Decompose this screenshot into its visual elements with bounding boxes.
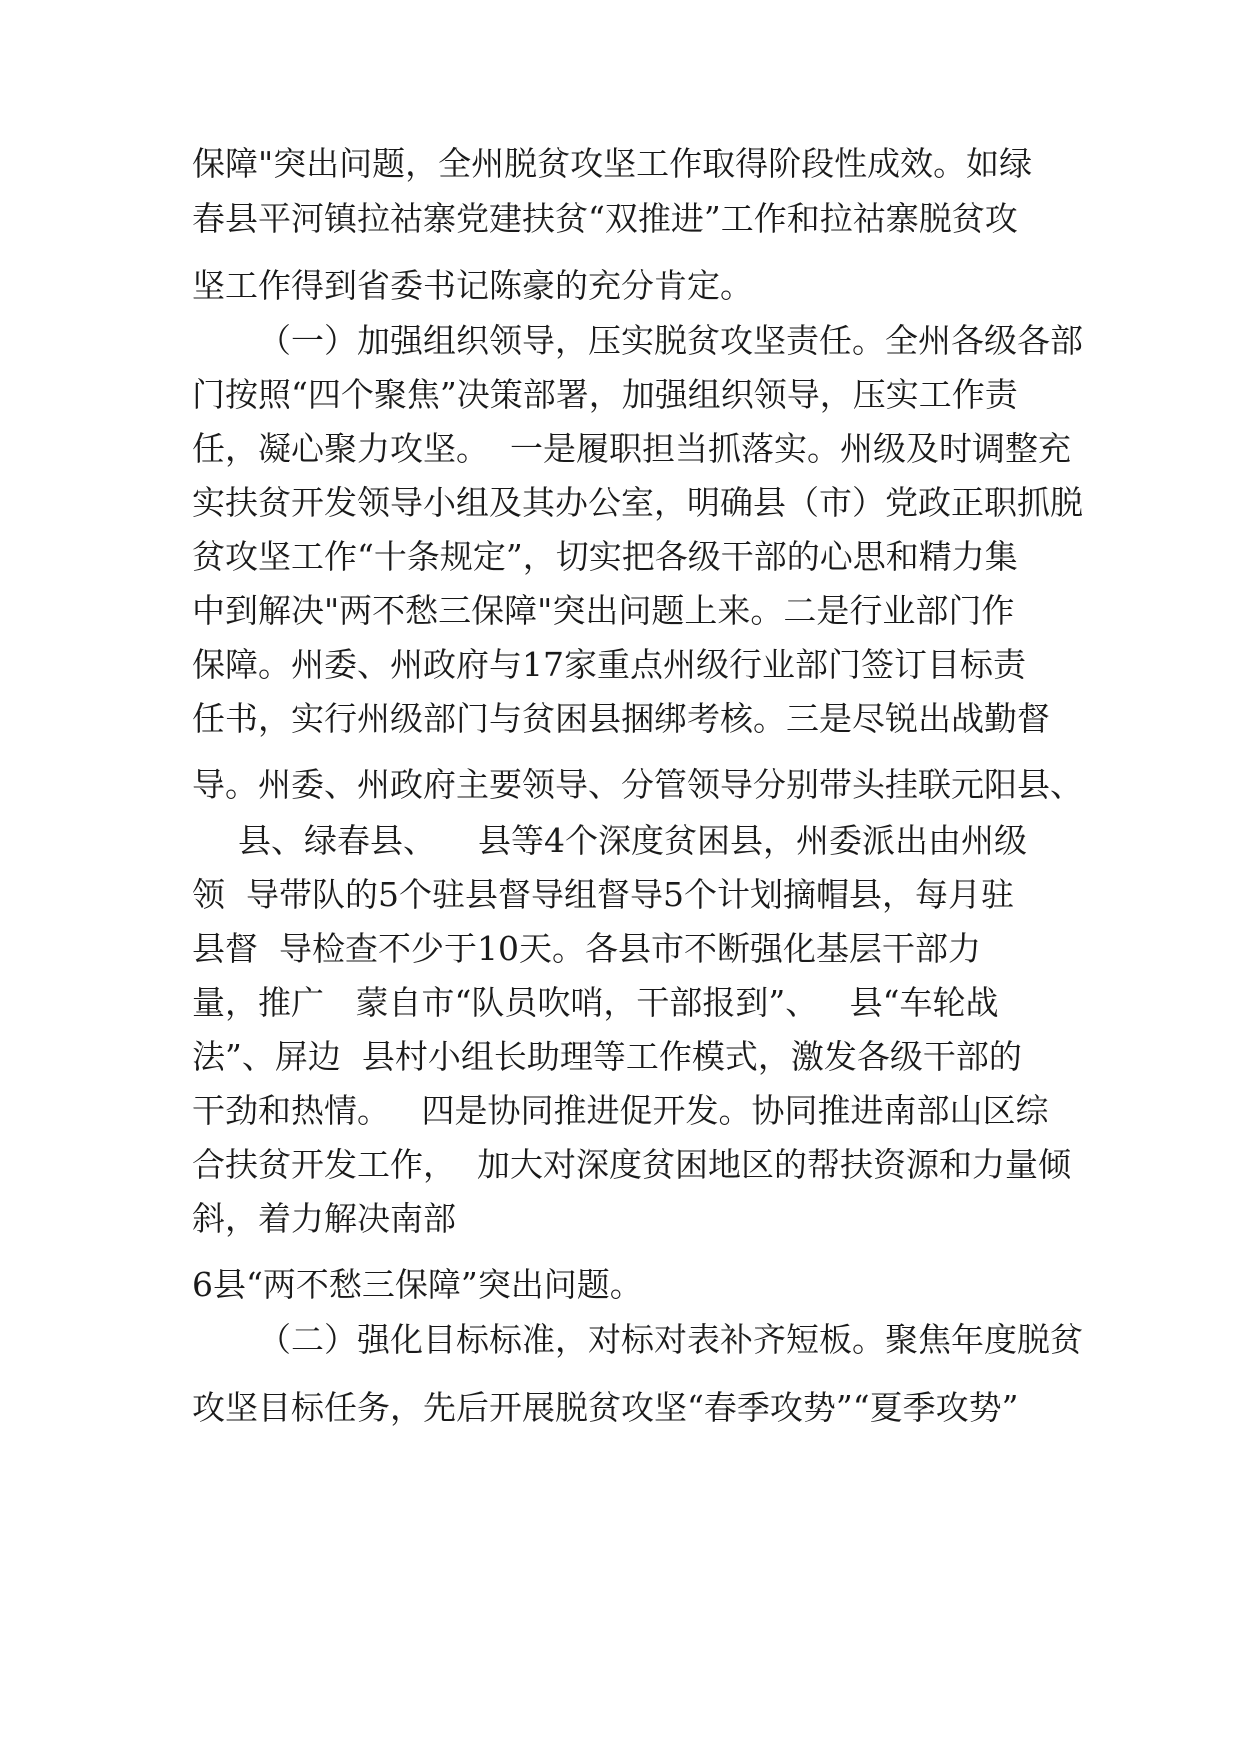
text-line: 导。州委、州政府主要领导、分管领导分别带头挂联元阳县、 bbox=[192, 765, 1083, 804]
text-line: 保障。州委、州政府与17家重点州级行业部门签订目标责 bbox=[192, 645, 1026, 684]
text-line: 县督 导检查不少于10天。各县市不断强化基层干部力 bbox=[192, 929, 981, 968]
text-line: 法”、屏边 县村小组长助理等工作模式，激发各级干部的 bbox=[192, 1037, 1022, 1076]
text-line: 任，凝心聚力攻坚。 一是履职担当抓落实。州级及时调整充 bbox=[192, 429, 1071, 468]
text-line: 保障"突出问题，全州脱贫攻坚工作取得阶段性成效。如绿 bbox=[192, 144, 1033, 183]
text-line: 攻坚目标任务，先后开展脱贫攻坚“春季攻势”“夏季攻势” bbox=[192, 1388, 1019, 1427]
text-line: 6县“两不愁三保障”突出问题。 bbox=[192, 1265, 643, 1304]
text-line: 任书，实行州级部门与贫困县捆绑考核。三是尽锐出战勤督 bbox=[192, 699, 1050, 738]
text-line: 领 导带队的5个驻县督导组督导5个计划摘帽县，每月驻 bbox=[192, 875, 1014, 914]
text-line: （二）强化目标标准，对标对表补齐短板。聚焦年度脱贫 bbox=[258, 1320, 1083, 1359]
text-line: 春县平河镇拉祜寨党建扶贫“双推进”工作和拉祜寨脱贫攻 bbox=[192, 199, 1018, 238]
text-line: 贫攻坚工作“十条规定”，切实把各级干部的心思和精力集 bbox=[192, 537, 1018, 576]
text-line: 干劲和热情。 四是协同推进促开发。协同推进南部山区综 bbox=[192, 1091, 1049, 1130]
text-line: 实扶贫开发领导小组及其办公室，明确县（市）党政正职抓脱 bbox=[192, 483, 1083, 522]
text-line: （一）加强组织领导，压实脱贫攻坚责任。全州各级各部 bbox=[258, 321, 1083, 360]
text-line: 量，推广 蒙自市“队员吹哨，干部报到”、 县“车轮战 bbox=[192, 983, 999, 1022]
text-line: 县、绿春县、 县等4个深度贫困县，州委派出由州级 bbox=[238, 821, 1027, 860]
text-line: 斜，着力解决南部 bbox=[192, 1199, 456, 1238]
text-line: 中到解决"两不愁三保障"突出问题上来。二是行业部门作 bbox=[192, 591, 1015, 630]
text-line: 门按照“四个聚焦”决策部署，加强组织领导，压实工作责 bbox=[192, 375, 1018, 414]
text-line: 坚工作得到省委书记陈豪的充分肯定。 bbox=[192, 266, 753, 305]
text-line: 合扶贫开发工作， 加大对深度贫困地区的帮扶资源和力量倾 bbox=[192, 1145, 1071, 1184]
